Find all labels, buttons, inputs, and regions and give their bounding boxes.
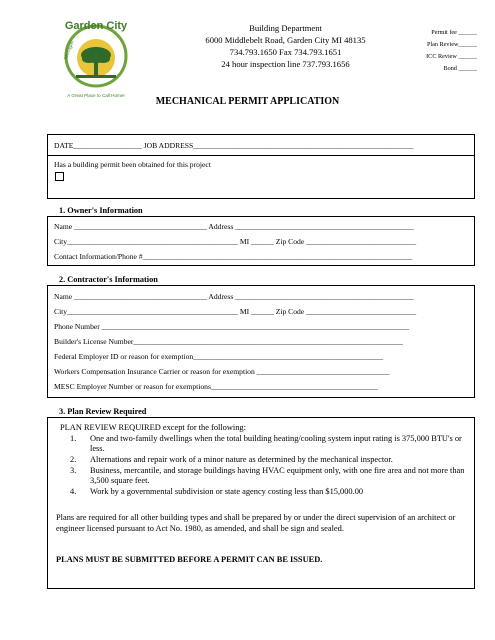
contractor-section <box>47 285 475 398</box>
department-phone: 734.793.1650 Fax 734.793.1651 <box>229 47 342 57</box>
workers-comp-row[interactable]: Workers Compensation Insurance Carrier or reason for exemption ___________________________________ <box>54 367 390 376</box>
plan-item-number: 2. <box>70 455 77 464</box>
permit-fee: Permit fee ______ <box>431 29 477 36</box>
logo-name: Garden City <box>64 20 128 32</box>
contractor-heading: 2. Contractor's Information <box>59 275 158 284</box>
date-job-address-row[interactable]: DATE__________________ JOB ADDRESS__________________________________________________________ <box>54 141 414 150</box>
inspection-line: 24 hour inspection line 737.793.1656 <box>221 59 350 69</box>
federal-id-row[interactable]: Federal Employer ID or reason for exemption__________________________________________________ <box>54 352 384 361</box>
job-divider <box>48 155 474 156</box>
owner-contact-row[interactable]: Contact Information/Phone #_______________________________________________________________________ <box>54 252 413 261</box>
owner-city-row[interactable]: City_____________________________________________ MI ______ Zip Code _____________________________ <box>54 237 417 246</box>
permit-question: Has a building permit been obtained for this project <box>54 160 211 169</box>
department-name: Building Department <box>249 23 322 33</box>
contractor-phone-row[interactable]: Phone Number _________________________________________________________________________________ <box>54 322 410 331</box>
contractor-city-row[interactable]: City_____________________________________________ MI ______ Zip Code _____________________________ <box>54 307 417 316</box>
plan-item-text: Work by a governmental subdivision or state agency costing less than $15,000.00 <box>90 487 364 496</box>
plan-item-4 <box>70 487 468 497</box>
owner-section <box>47 216 475 266</box>
plan-intro: PLAN REVIEW REQUIRED except for the following: <box>60 423 246 432</box>
logo-sub: Michigan <box>63 39 76 61</box>
owner-heading: 1. Owner's Information <box>59 206 143 215</box>
logo-tagline: A Great Place to Call Home! <box>67 93 125 98</box>
job-section <box>47 134 475 199</box>
owner-name-row[interactable]: Name ___________________________________ Address _______________________________________________ <box>54 222 414 231</box>
icc-review-fee: ICC Review ______ <box>426 53 477 60</box>
department-address: 6000 Middlebelt Road, Garden City MI 48135 <box>205 35 366 45</box>
department-header <box>188 22 383 70</box>
fee-list <box>395 27 477 75</box>
contractor-name-row[interactable]: Name ___________________________________ Address _______________________________________________ <box>54 292 414 301</box>
plan-section <box>47 417 475 589</box>
page-title: MECHANICAL PERMIT APPLICATION <box>155 96 340 107</box>
plan-paragraph: Plans are required for all other building types and shall be prepared by or under the direct supervision of an architect or engineer licensed pursuant to Act No. 1980, as amended, and shall be sign and sealed. <box>56 513 456 533</box>
plan-item-3 <box>70 466 468 486</box>
plan-item-text: One and two-family dwellings when the total building heating/cooling system input rating is 375,000 BTU's or less. <box>90 434 462 453</box>
plan-review-fee: Plan Review______ <box>426 41 477 48</box>
permit-checkbox[interactable] <box>55 172 64 181</box>
plan-item-2 <box>70 455 468 465</box>
mesc-number-row[interactable]: MESC Employer Number or reason for exemptions____________________________________________ <box>54 382 378 391</box>
plan-item-number: 1. <box>70 434 77 443</box>
plan-item-text: Alternations and repair work of a minor nature as determined by the mechanical inspector. <box>90 455 393 464</box>
plan-item-text: Business, mercantile, and storage buildings having HVAC equipment only, with one fire area and not more than 3,500 square feet. <box>90 466 465 485</box>
plan-notice: PLANS MUST BE SUBMITTED BEFORE A PERMIT CAN BE ISSUED. <box>56 555 323 564</box>
plan-item-1 <box>70 434 468 454</box>
builder-license-row[interactable]: Builder's License Number_______________________________________________________________________ <box>54 337 403 346</box>
plan-item-number: 4. <box>70 487 77 496</box>
bond-fee: Bond ______ <box>443 65 477 72</box>
plan-item-number: 3. <box>70 466 77 475</box>
plan-heading: 3. Plan Review Required <box>59 407 147 416</box>
